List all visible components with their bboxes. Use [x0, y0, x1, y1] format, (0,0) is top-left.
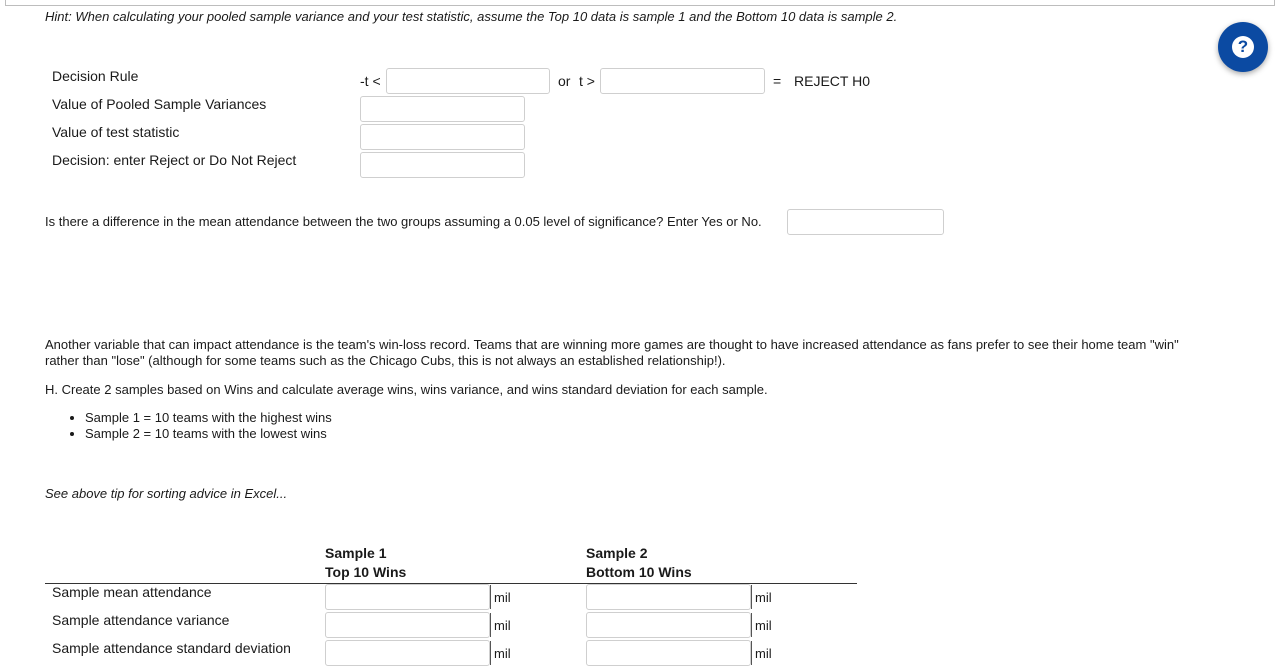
neg-t-label: -t <	[360, 73, 381, 89]
sample2-column-subtitle: Bottom 10 Wins	[586, 564, 692, 580]
unit-label: mil	[494, 590, 511, 605]
win-loss-paragraph-line2: rather than "lose" (although for some teams such as the Chicago Cubs, this is not always an established relationship!).	[45, 353, 726, 368]
test-statistic-input[interactable]	[360, 124, 525, 150]
win-loss-paragraph-line1: Another variable that can impact attendance is the team's win-loss record. Teams that are winning more games are thought to have increased attendance as fans prefer to see their home team "win"	[45, 337, 1179, 352]
reject-h0-label: REJECT H0	[794, 73, 870, 89]
sample2-column-title: Sample 2	[586, 545, 648, 561]
sample1-variance-input[interactable]	[325, 612, 490, 638]
sample2-mean-input[interactable]	[586, 584, 751, 610]
cell-divider	[751, 613, 752, 637]
cell-divider	[490, 613, 491, 637]
list-item: • Sample 2 = 10 teams with the lowest wins	[85, 426, 332, 442]
cell-divider	[490, 585, 491, 609]
mean-attendance-label: Sample mean attendance	[52, 584, 212, 600]
cell-divider	[751, 641, 752, 665]
sample-definitions-list	[45, 410, 332, 442]
decision-rule-label: Decision Rule	[52, 68, 139, 84]
attendance-std-dev-label: Sample attendance standard deviation	[52, 640, 291, 656]
unit-label: mil	[494, 618, 511, 633]
top-frame-border	[5, 0, 1275, 6]
difference-answer-input[interactable]	[787, 209, 944, 235]
unit-label: mil	[755, 646, 772, 661]
unit-label: mil	[494, 646, 511, 661]
unit-label: mil	[755, 618, 772, 633]
decision-input[interactable]	[360, 152, 525, 178]
or-label: or	[558, 73, 571, 89]
question-mark-icon: ?	[1232, 36, 1254, 58]
unit-label: mil	[755, 590, 772, 605]
neg-t-critical-input[interactable]	[386, 68, 550, 94]
sample1-column-title: Sample 1	[325, 545, 387, 561]
hint-text: Hint: When calculating your pooled sample variance and your test statistic, assume the Top 10 data is sample 1 and the Bottom 10 data is sample 2.	[45, 9, 898, 24]
equals-label: =	[773, 73, 782, 89]
sample1-column-subtitle: Top 10 Wins	[325, 564, 407, 580]
pos-t-critical-input[interactable]	[600, 68, 765, 94]
excel-tip-text: See above tip for sorting advice in Excel...	[45, 486, 288, 501]
test-statistic-label: Value of test statistic	[52, 124, 180, 140]
cell-divider	[751, 585, 752, 609]
sample2-std-dev-input[interactable]	[586, 640, 751, 666]
pos-t-label: t >	[579, 73, 595, 89]
cell-divider	[490, 641, 491, 665]
pooled-variance-label: Value of Pooled Sample Variances	[52, 96, 267, 112]
help-button[interactable]	[1218, 22, 1268, 72]
decision-label: Decision: enter Reject or Do Not Reject	[52, 152, 297, 168]
sample2-variance-input[interactable]	[586, 612, 751, 638]
sample1-std-dev-input[interactable]	[325, 640, 490, 666]
sample1-mean-input[interactable]	[325, 584, 490, 610]
part-h-instruction: H. Create 2 samples based on Wins and calculate average wins, wins variance, and wins standard deviation for each sample.	[45, 382, 768, 397]
list-item: • Sample 1 = 10 teams with the highest wins	[85, 410, 332, 426]
pooled-variance-input[interactable]	[360, 96, 525, 122]
difference-question-text: Is there a difference in the mean attendance between the two groups assuming a 0.05 level of significance? Enter Yes or No.	[45, 214, 762, 229]
attendance-variance-label: Sample attendance variance	[52, 612, 230, 628]
